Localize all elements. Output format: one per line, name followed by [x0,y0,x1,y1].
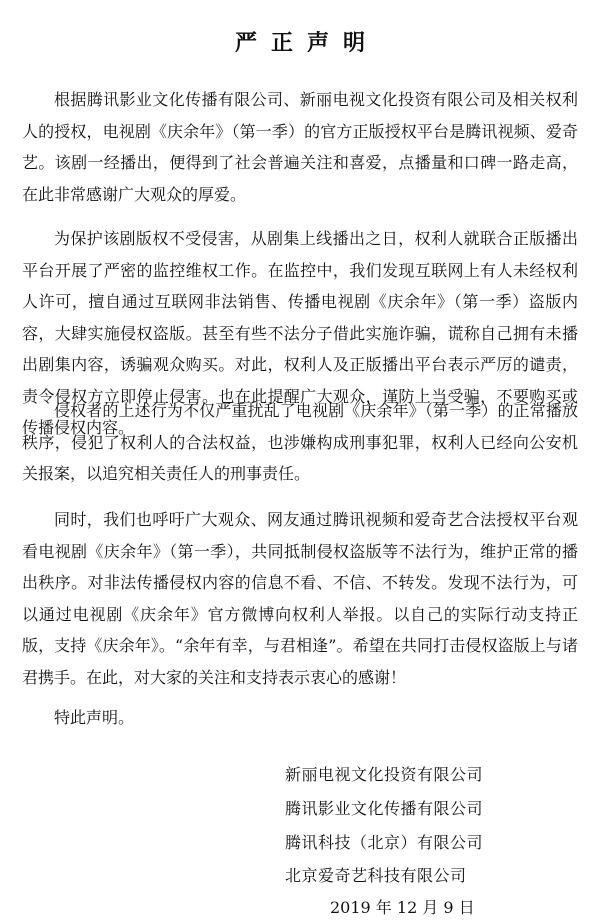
paragraph-closing: 特此声明。 [54,708,135,727]
paragraph-authorization: 根据腾讯影业文化传播有限公司、新丽电视文化投资有限公司及相关权利人的授权，电视剧《庆余年》（第一季）的官方正版授权平台是腾讯视频、爱奇艺。该剧一经播出，便得到了社会普遍关注和喜爱，点播量和口碑一路走高，在此非常感谢广大观众的厚爱。 [22,90,578,204]
paragraph-appeal: 同时，我们也呼吁广大观众、网友通过腾讯视频和爱奇艺合法授权平台观看电视剧《庆余年》（第一季），共同抵制侵权盗版等不法行为，维护正常的播出秩序。对非法传播侵权内容的信息不看、不信、不转发。发现不法行为，可以通过电视剧《庆余年》官方微博向权利人举报。以自己的实际行动支持正版，支持《庆余年》。“余年有幸，与君相逢”。希望在共同打击侵权盗版上与诸君携手。在此，对大家的关注和支持表示衷心的感谢！ [22,510,578,687]
signatory-tencent-tech: 腾讯科技（北京）有限公司 [285,833,484,852]
paragraph-infringement: 侵权者的上述行为不仅严重扰乱了电视剧《庆余年》（第一季）的正常播放秩序，侵犯了权利人的合法权益，也涉嫌构成刑事犯罪，权利人已经向公安机关报案，以追究相关责任人的刑事责任。 [22,401,578,483]
signatory-xinli: 新丽电视文化投资有限公司 [285,765,484,784]
signatory-tencent-pictures: 腾讯影业文化传播有限公司 [285,799,484,818]
paragraph-monitoring: 为保护该剧版权不受侵害，从剧集上线播出之日，权利人就联合正版播出平台开展了严密的监控维权工作。在监控中，我们发现互联网上有人未经权利人许可，擅自通过互联网非法销售、传播电视剧《庆余年》（第一季）盗版内容，大肆实施侵权盗版。甚至有些不法分子借此实施诈骗，谎称自己拥有未播出剧集内容，诱骗观众购买。对此，权利人及正版播出平台表示严厉的谴责，责令侵权方立即停止侵害。也在此提醒广大观众，谨防上当受骗，不要购买或传播侵权内容。 [22,229,578,437]
statement-date: 2019 年 12 月 9 日 [330,898,475,917]
document-title: 严正声明 [234,30,379,56]
signatory-iqiyi: 北京爱奇艺科技有限公司 [285,866,467,885]
